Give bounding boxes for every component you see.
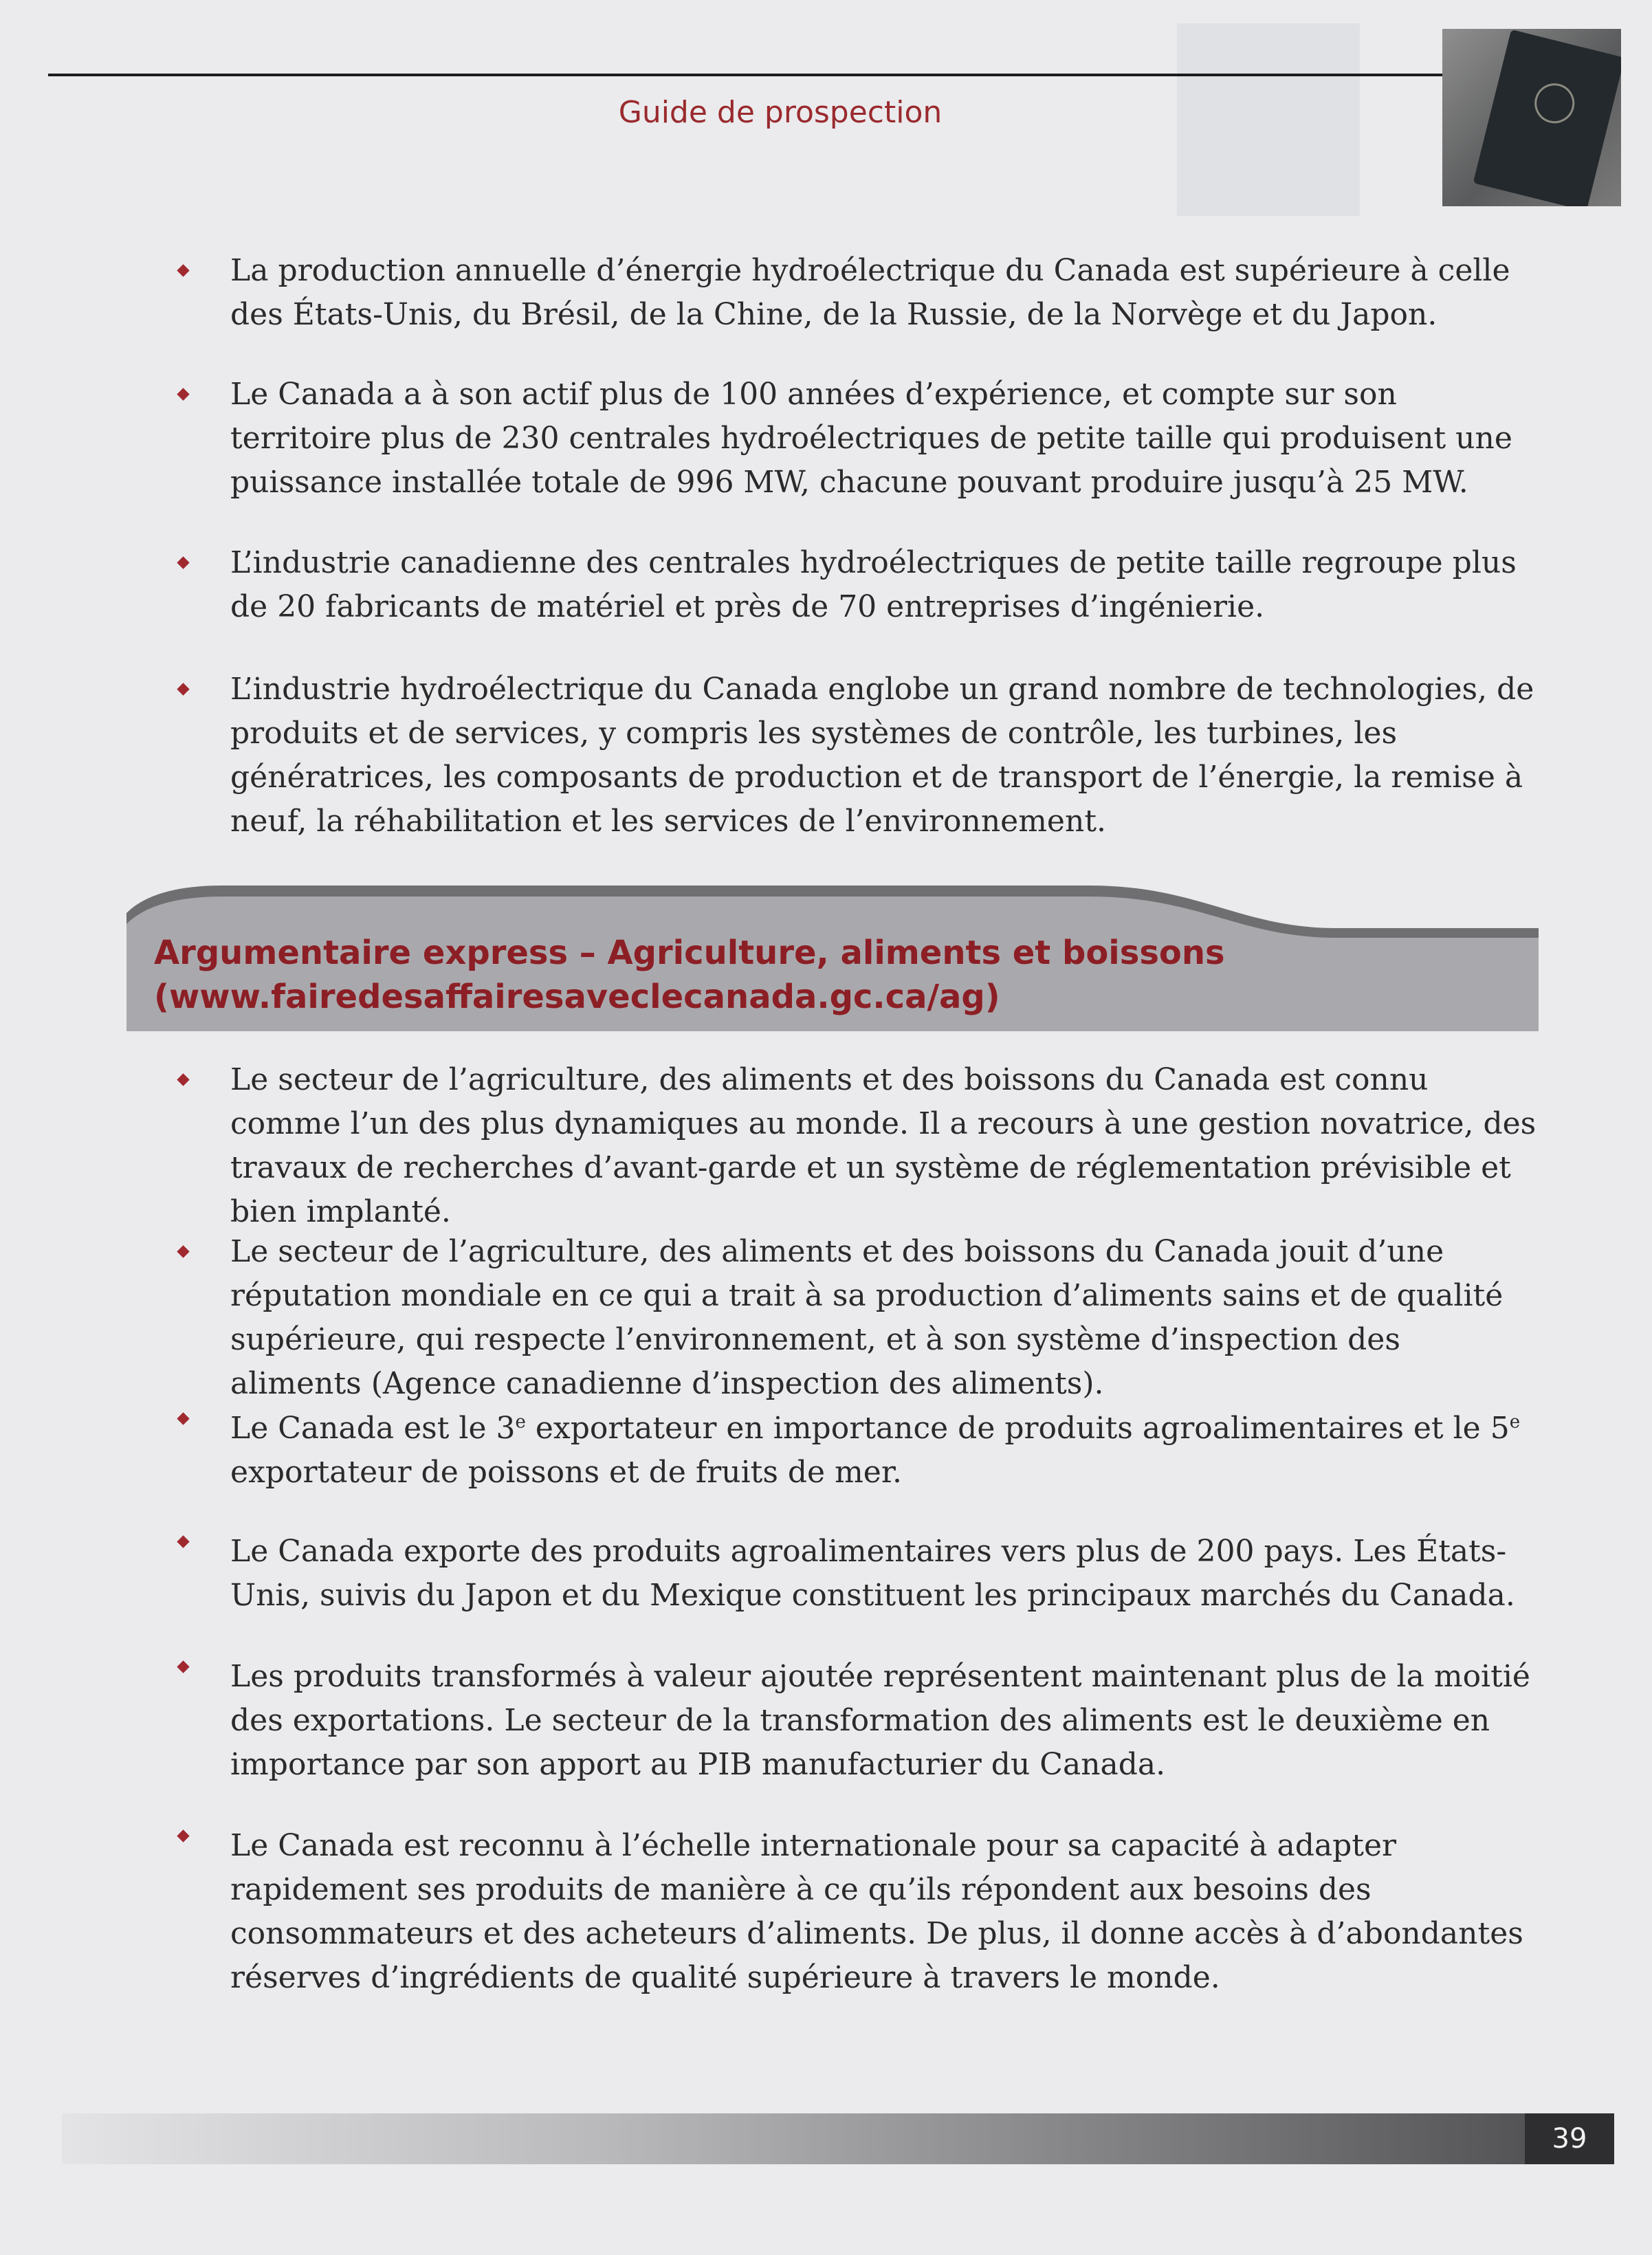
list-item: Le Canada est reconnu à l’échelle internationale pour sa capacité à adapter rapidement ses produits de manière à ce qu’ils répondent aux besoins des consommateurs et des acheteurs d’aliments. De plus, il donne accès à d’abondantes réserves d’ingrédients de qualité supérieure à travers le monde. xyxy=(230,1828,1523,1995)
bullet-diamond-icon xyxy=(177,1660,189,1673)
section-banner xyxy=(126,886,1539,1031)
list-item: La production annuelle d’énergie hydroélectrique du Canada est supérieure à celle des États-Unis, du Brésil, de la Chine, de la Russie, de la Norvège et du Japon. xyxy=(230,253,1510,332)
bullet-diamond-icon xyxy=(177,1412,189,1424)
bullet-diamond-icon xyxy=(177,1829,189,1842)
header-rule xyxy=(48,74,1451,76)
bullet-diamond-icon xyxy=(177,388,189,400)
ordinal-suffix: e xyxy=(515,1411,526,1433)
ordinal-suffix: e xyxy=(1509,1411,1521,1433)
export-text: exportateur de poissons et de fruits de mer. xyxy=(230,1455,903,1490)
export-text: Le Canada est le 3 xyxy=(230,1411,516,1446)
list-item: Les produits transformés à valeur ajoutée représentent maintenant plus de la moitié des exportations. Le secteur de la transformation des aliments est le deuxième en importance par son apport au PIB manufacturier du Canada. xyxy=(230,1659,1530,1782)
section-title xyxy=(154,931,1529,1019)
section-url: (www.fairedesaffairesaveclecanada.gc.ca/ag) xyxy=(154,978,1000,1016)
footer-bar xyxy=(62,2113,1614,2164)
list-item: Le secteur de l’agriculture, des aliments et des boissons du Canada jouit d’une réputation mondiale en ce qui a trait à sa production d’aliments sains et de qualité supérieure, qui respecte l’environnement, et à son système d’inspection des aliments (Agence canadienne d’inspection des aliments). xyxy=(230,1234,1504,1401)
bullet-diamond-icon xyxy=(177,683,189,695)
bullet-diamond-icon xyxy=(177,1245,189,1257)
list-item: L’industrie canadienne des centrales hydroélectriques de petite taille regroupe plus de 20 fabricants de matériel et près de 70 entreprises d’ingénierie. xyxy=(230,545,1517,624)
section-title-line: Argumentaire express – Agriculture, aliments et boissons xyxy=(154,934,1225,972)
passport-photo xyxy=(1442,29,1621,206)
export-text: exportateur en importance de produits agroalimentaires et le 5 xyxy=(525,1411,1510,1446)
list-item: Le Canada exporte des produits agroalimentaires vers plus de 200 pays. Les États-Unis, suivis du Japon et du Mexique constituent les principaux marchés du Canada. xyxy=(230,1534,1515,1613)
list-item: Le secteur de l’agriculture, des aliments et des boissons du Canada est connu comme l’un des plus dynamiques au monde. Il a recours à une gestion novatrice, des travaux de recherches d’avant-garde et un système de réglementation prévisible et bien implanté. xyxy=(230,1062,1537,1229)
page-header-title: Guide de prospection xyxy=(618,95,943,130)
list-item xyxy=(230,1407,1537,1495)
list-item: Le Canada a à son actif plus de 100 années d’expérience, et compte sur son territoire plus de 230 centrales hydroélectriques de petite taille qui produisent une puissance installée totale de 996 MW, chacune pouvant produire jusqu’à 25 MW. xyxy=(230,377,1512,500)
bullet-diamond-icon xyxy=(177,264,189,276)
list-item: L’industrie hydroélectrique du Canada englobe un grand nombre de technologies, de produits et de services, y compris les systèmes de contrôle, les turbines, les génératrices, les composants de production et de transport de l’énergie, la remise à neuf, la réhabilitation et les services de l’environnement. xyxy=(230,672,1534,839)
bullet-diamond-icon xyxy=(177,1073,189,1086)
bullet-diamond-icon xyxy=(177,556,189,569)
page-number: 39 xyxy=(1525,2113,1614,2164)
bullet-diamond-icon xyxy=(177,1535,189,1548)
